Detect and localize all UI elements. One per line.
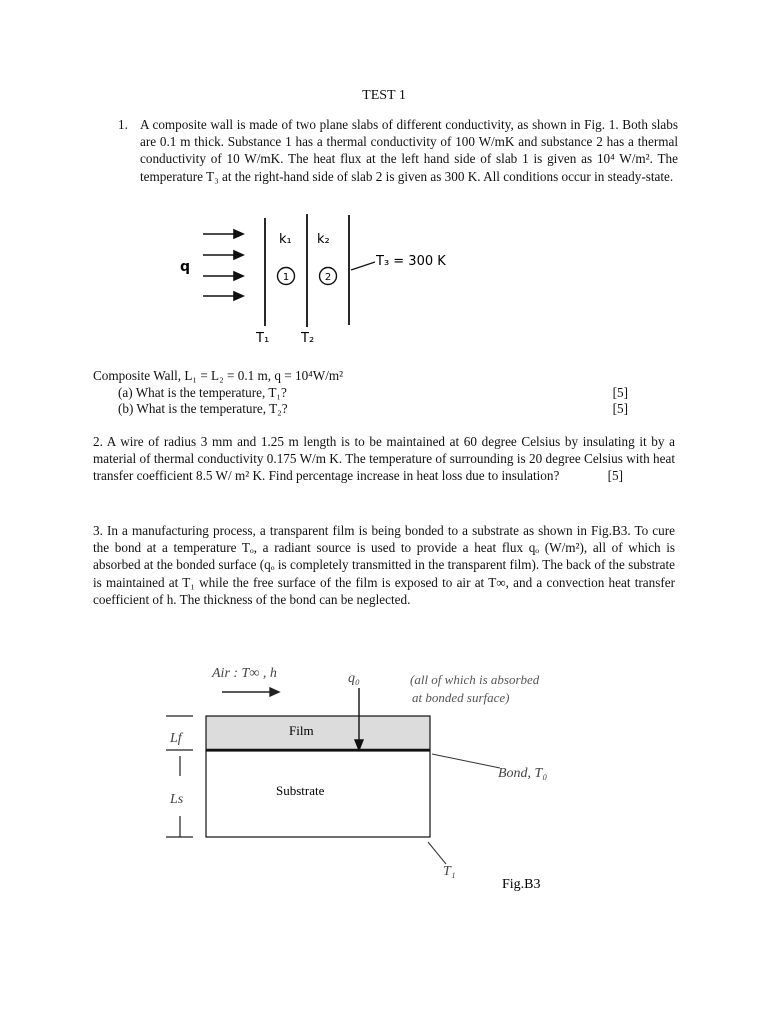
- question-1-number: 1.: [118, 117, 128, 132]
- question-2-text: 2. A wire of radius 3 mm and 1.25 m length is to be maintained at 60 degree Celsius by insulating it by a material of thermal conductivity 0.175 W/m K. The temperature of surrounding is 20 degree Celsius with heat transfer coefficient 8.5 W/ m² K. Find percentage increase in heat loss due to insulation?: [93, 434, 675, 484]
- question-1a-text: (a) What is the temperature, T₁?: [118, 385, 287, 400]
- ls-label: Ls: [170, 792, 184, 807]
- substrate-label: Substrate: [276, 783, 325, 798]
- question-3-text: 3. In a manufacturing process, a transparent film is being bonded to a substrate as shown in Fig.B3. To cure the bond at a temperature Tₒ, a radiant source is used to provide a heat flux qₒ (W/m²), all of which is absorbed at the bonded surface (qₒ is completely transmitted in the transparent film). The back of the substrate is maintained at T₁ while the free surface of the film is exposed to air at T∞, and a convection heat transfer coefficient of h. The thickness of the bond can be neglected.: [93, 523, 675, 607]
- question-1a-marks: [5]: [612, 385, 628, 400]
- air-label: Air : T∞ , h: [212, 666, 277, 681]
- t2-label: T₂: [301, 331, 315, 346]
- k1-label: k₁: [279, 232, 292, 247]
- q0-label: q₀: [348, 671, 360, 686]
- q-flux-label: q: [180, 259, 191, 275]
- question-1-text: A composite wall is made of two plane slabs of different conductivity, as shown in Fig. 1. Both slabs are 0.1 m thick. Substance 1 has a thermal conductivity of 100 W/mK and substance 2 has a thermal conductivity of 10 W/mK. The heat flux at the left hand side of slab 1 is given as 10⁴ W/m². The temperature T₃ at the right-hand side of slab 2 is given as 300 K. All conditions occur in steady-state.: [140, 117, 678, 184]
- t1-label: T₁: [256, 331, 270, 346]
- slab-2-label: 2: [324, 272, 332, 283]
- t1-substrate-label: T₁: [443, 864, 456, 879]
- absorbed-note-line-2: at bonded surface): [412, 690, 510, 705]
- lf-label: Lf: [170, 731, 182, 746]
- t1-leader-line: [428, 842, 446, 864]
- slab-1-label: 1: [282, 272, 290, 283]
- bond-leader-line: [432, 754, 500, 768]
- t3-label: T₃ = 300 K: [376, 254, 446, 269]
- bond-label: Bond, T₀: [498, 766, 548, 781]
- absorbed-note-line-1: (all of which is absorbed: [410, 672, 540, 687]
- question-1b-marks: [5]: [612, 401, 628, 416]
- question-2-marks: [5]: [607, 468, 623, 484]
- figure-b3-caption: Fig.B3: [502, 877, 541, 892]
- k2-label: k₂: [317, 232, 330, 247]
- air-arrow: [222, 688, 279, 696]
- test-title: TEST 1: [362, 88, 406, 103]
- film-layer: [206, 716, 430, 750]
- composite-wall-caption: Composite Wall, L₁ = L₂ = 0.1 m, q = 10⁴W/m²: [93, 368, 344, 383]
- question-1b-text: (b) What is the temperature, T₂?: [118, 401, 288, 416]
- film-label: Film: [289, 723, 314, 738]
